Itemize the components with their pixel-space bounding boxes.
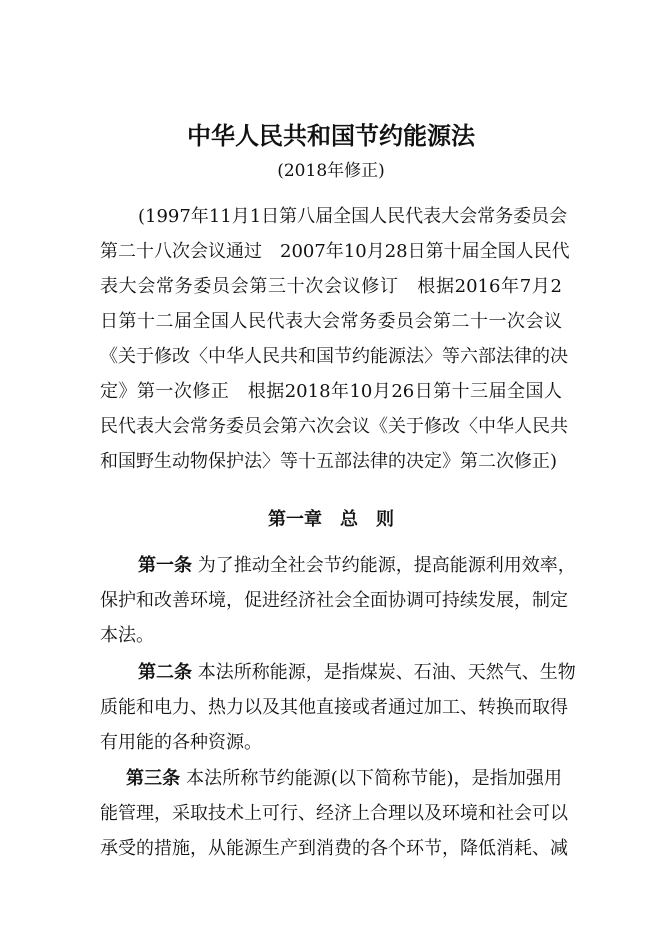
article-line: 有用能的各种资源。 [100, 732, 262, 753]
article-label: 第三条 [126, 768, 181, 789]
article-text: 本法所称能源，是指煤炭、石油、天然气、生物 [197, 662, 576, 683]
preamble-line: 第二十八次会议通过 2007年10月28日第十届全国人民代 [100, 241, 570, 262]
article-text: 为了推动全社会节约能源，提高能源利用效率， [197, 555, 576, 576]
article-3 [100, 761, 568, 866]
preamble-line: 表大会常务委员会第三十次会议修订 根据2016年7月2 [100, 276, 562, 297]
preamble-line: (1997年11月1日第八届全国人民代表大会常务委员会 [138, 206, 568, 227]
document-title: 中华人民共和国节约能源法 [187, 122, 475, 150]
article-label: 第二条 [138, 662, 192, 683]
preamble-line: 日第十二届全国人民代表大会常务委员会第二十一次会议 [100, 311, 562, 332]
preamble-line: 《关于修改〈中华人民共和国节约能源法〉等六部法律的决 [100, 346, 568, 367]
article-line: 承受的措施，从能源生产到消费的各个环节，降低消耗、减 [100, 838, 568, 859]
article-line: 质能和电力、热力以及其他直接或者通过加工、转换而取得 [100, 697, 568, 718]
article-line: 能管理，采取技术上可行、经济上合理以及环境和社会可以 [100, 803, 568, 824]
chapter-heading: 第一章 总 则 [268, 509, 394, 530]
article-label: 第一条 [138, 555, 192, 576]
preamble-line: 民代表大会常务委员会第六次会议《关于修改〈中华人民共 [100, 416, 568, 437]
preamble [100, 199, 570, 479]
article-text: 本法所称节约能源(以下简称节能)，是指加强用 [186, 768, 563, 789]
article-2 [100, 655, 576, 760]
document-subtitle: (2018年修正) [277, 161, 385, 181]
article-line: 保护和改善环境，促进经济社会全面协调可持续发展，制定 [100, 590, 568, 611]
preamble-line: 和国野生动物保护法〉等十五部法律的决定》第二次修正) [100, 451, 558, 472]
article-1 [100, 548, 576, 653]
preamble-line: 定》第一次修正 根据2018年10月26日第十三届全国人 [100, 381, 562, 402]
article-line: 本法。 [100, 625, 154, 646]
